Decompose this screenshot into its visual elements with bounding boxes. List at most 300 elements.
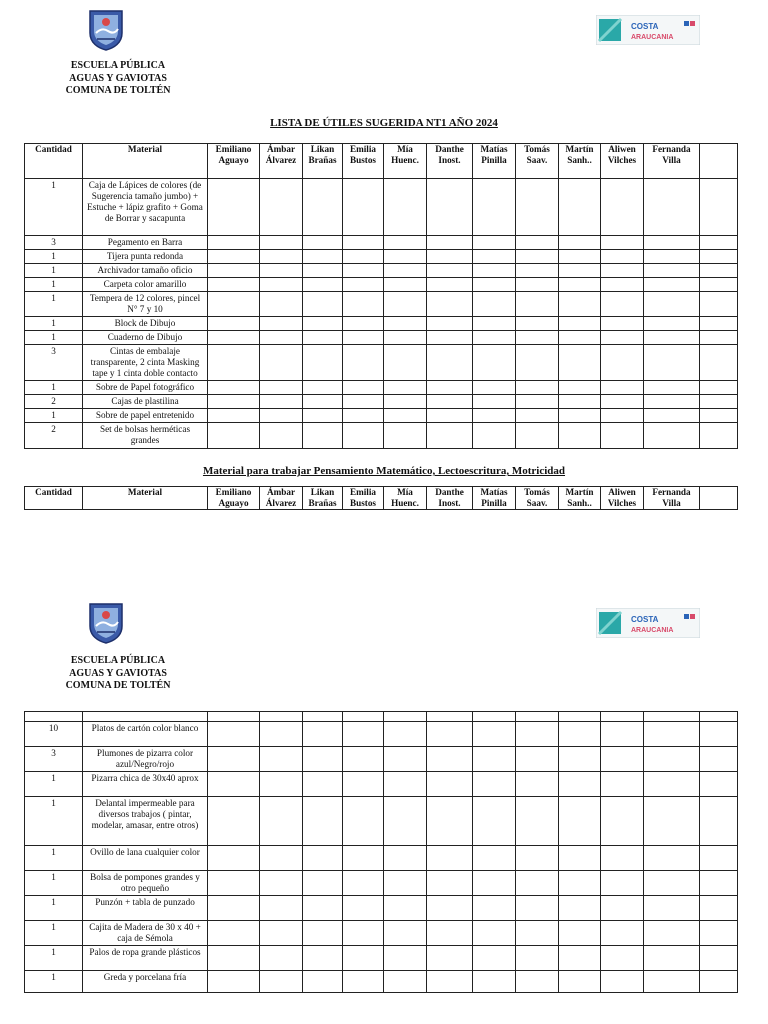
checkbox-cell <box>208 278 260 292</box>
school-header <box>48 655 188 693</box>
checkbox-cell <box>427 278 473 292</box>
checkbox-cell <box>343 846 384 871</box>
motricity-list-table <box>24 711 738 993</box>
checkbox-cell <box>427 747 473 772</box>
table-header <box>25 144 738 179</box>
checkbox-cell <box>260 395 303 409</box>
checkbox-cell <box>303 871 343 896</box>
checkbox-cell <box>303 179 343 236</box>
checkbox-cell <box>260 278 303 292</box>
checkbox-cell <box>644 747 700 772</box>
school-name: ESCUELA PÚBLICA <box>70 655 166 666</box>
checkbox-cell <box>303 921 343 946</box>
checkbox-cell <box>601 921 644 946</box>
checkbox-cell <box>303 772 343 797</box>
table-row <box>25 317 738 331</box>
checkbox-cell <box>473 264 516 278</box>
checkbox-cell <box>700 250 738 264</box>
quantity-cell: 2 <box>25 395 83 409</box>
checkbox-cell <box>427 772 473 797</box>
checkbox-cell <box>208 331 260 345</box>
table-row <box>25 946 738 971</box>
checkbox-cell <box>343 179 384 236</box>
checkbox-cell <box>303 395 343 409</box>
quantity-cell: 2 <box>25 423 83 449</box>
checkbox-cell <box>343 747 384 772</box>
checkbox-cell <box>601 278 644 292</box>
checkbox-cell <box>427 236 473 250</box>
quantity-cell: 1 <box>25 179 83 236</box>
checkbox-cell <box>384 971 427 993</box>
checkbox-cell <box>427 712 473 722</box>
school-crest-logo <box>88 602 124 644</box>
school-subtitle: AGUAS Y GAVIOTAS <box>69 72 167 84</box>
table-row <box>25 921 738 946</box>
student-last-name: Bustos <box>349 498 377 508</box>
checkbox-cell <box>260 772 303 797</box>
header-student <box>303 144 343 179</box>
quantity-cell: 1 <box>25 797 83 846</box>
checkbox-cell <box>601 317 644 331</box>
checkbox-cell <box>427 317 473 331</box>
checkbox-cell <box>516 747 559 772</box>
student-first-name: Likan <box>310 144 335 154</box>
checkbox-cell <box>303 278 343 292</box>
checkbox-cell <box>427 797 473 846</box>
checkbox-cell <box>343 395 384 409</box>
checkbox-cell <box>208 264 260 278</box>
checkbox-cell <box>559 179 601 236</box>
checkbox-cell <box>260 921 303 946</box>
checkbox-cell <box>208 747 260 772</box>
material-cell: Plumones de pizarra color azul/Negro/rojo <box>83 747 208 772</box>
checkbox-cell <box>427 846 473 871</box>
quantity-cell: 1 <box>25 946 83 971</box>
checkbox-cell <box>208 292 260 317</box>
header-student <box>644 487 700 510</box>
student-first-name: Fernanda <box>652 487 691 497</box>
checkbox-cell <box>559 772 601 797</box>
header-row <box>25 487 738 510</box>
checkbox-cell <box>384 331 427 345</box>
checkbox-cell <box>427 871 473 896</box>
checkbox-cell <box>644 772 700 797</box>
checkbox-cell <box>384 747 427 772</box>
student-first-name: Ámbar <box>266 144 296 154</box>
logo-text-costa: COSTA <box>631 22 659 31</box>
checkbox-cell <box>343 278 384 292</box>
material-cell: Delantal impermeable para diversos trabajos ( pintar, modelar, amasar, entre otros) <box>83 797 208 846</box>
checkbox-cell <box>644 236 700 250</box>
material-cell: Pizarra chica de 30x40 aprox <box>83 772 208 797</box>
checkbox-cell <box>644 264 700 278</box>
checkbox-cell <box>343 250 384 264</box>
school-name: ESCUELA PÚBLICA <box>70 60 166 71</box>
checkbox-cell <box>516 331 559 345</box>
checkbox-cell <box>343 409 384 423</box>
header-empty <box>700 487 738 510</box>
table-row <box>25 331 738 345</box>
checkbox-cell <box>303 946 343 971</box>
material-cell <box>83 712 208 722</box>
checkbox-cell <box>260 712 303 722</box>
school-commune: COMUNA DE TOLTÉN <box>65 85 171 96</box>
student-last-name: Saav. <box>526 498 548 508</box>
header-student <box>427 144 473 179</box>
table-body <box>25 712 738 993</box>
header-student <box>208 144 260 179</box>
checkbox-cell <box>303 264 343 278</box>
checkbox-cell <box>700 971 738 993</box>
checkbox-cell <box>208 345 260 381</box>
table-row <box>25 345 738 381</box>
checkbox-cell <box>700 278 738 292</box>
checkbox-cell <box>343 292 384 317</box>
table-row <box>25 797 738 846</box>
checkbox-cell <box>700 409 738 423</box>
checkbox-cell <box>644 409 700 423</box>
checkbox-cell <box>384 264 427 278</box>
checkbox-cell <box>516 292 559 317</box>
checkbox-cell <box>260 871 303 896</box>
checkbox-cell <box>473 236 516 250</box>
table-row <box>25 250 738 264</box>
header-student <box>260 487 303 510</box>
checkbox-cell <box>303 250 343 264</box>
checkbox-cell <box>303 345 343 381</box>
student-first-name: Emiliano <box>215 487 252 497</box>
checkbox-cell <box>384 722 427 747</box>
student-first-name: Martín <box>565 144 594 154</box>
checkbox-cell <box>343 331 384 345</box>
checkbox-cell <box>473 395 516 409</box>
header-student <box>601 487 644 510</box>
checkbox-cell <box>260 331 303 345</box>
checkbox-cell <box>559 896 601 921</box>
quantity-cell: 1 <box>25 896 83 921</box>
checkbox-cell <box>516 871 559 896</box>
checkbox-cell <box>427 264 473 278</box>
material-cell: Cajita de Madera de 30 x 40 + caja de Sémola <box>83 921 208 946</box>
checkbox-cell <box>516 250 559 264</box>
material-cell: Cintas de embalaje transparente, 2 cinta Masking tape y 1 cinta doble contacto <box>83 345 208 381</box>
header-student <box>473 144 516 179</box>
checkbox-cell <box>384 381 427 395</box>
checkbox-cell <box>343 423 384 449</box>
logo-text-costa: COSTA <box>631 615 659 624</box>
table-row <box>25 179 738 236</box>
checkbox-cell <box>384 772 427 797</box>
checkbox-cell <box>473 179 516 236</box>
checkbox-cell <box>208 946 260 971</box>
checkbox-cell <box>208 381 260 395</box>
school-header <box>48 60 188 98</box>
checkbox-cell <box>343 772 384 797</box>
material-cell: Pegamento en Barra <box>83 236 208 250</box>
school-subtitle: AGUAS Y GAVIOTAS <box>69 667 167 679</box>
checkbox-cell <box>260 423 303 449</box>
checkbox-cell <box>516 395 559 409</box>
header-material: Material <box>83 487 208 510</box>
checkbox-cell <box>208 712 260 722</box>
checkbox-cell <box>303 712 343 722</box>
checkbox-cell <box>260 747 303 772</box>
checkbox-cell <box>601 179 644 236</box>
table-row <box>25 772 738 797</box>
checkbox-cell <box>700 722 738 747</box>
checkbox-cell <box>700 381 738 395</box>
header-student <box>559 144 601 179</box>
checkbox-cell <box>601 871 644 896</box>
student-last-name: Huenc. <box>391 498 419 508</box>
student-last-name: Brañas <box>308 155 337 165</box>
checkbox-cell <box>384 250 427 264</box>
checkbox-cell <box>303 846 343 871</box>
checkbox-cell <box>208 896 260 921</box>
costa-araucania-logo <box>596 608 700 638</box>
checkbox-cell <box>516 381 559 395</box>
checkbox-cell <box>260 345 303 381</box>
checkbox-cell <box>700 395 738 409</box>
checkbox-cell <box>516 921 559 946</box>
quantity-cell: 1 <box>25 772 83 797</box>
quantity-cell: 3 <box>25 236 83 250</box>
header-student <box>559 487 601 510</box>
checkbox-cell <box>343 317 384 331</box>
table-row <box>25 896 738 921</box>
table-row <box>25 278 738 292</box>
student-first-name: Matías <box>480 144 508 154</box>
checkbox-cell <box>516 712 559 722</box>
checkbox-cell <box>427 381 473 395</box>
student-first-name: Likan <box>310 487 335 497</box>
student-first-name: Matías <box>480 487 508 497</box>
checkbox-cell <box>343 236 384 250</box>
checkbox-cell <box>601 946 644 971</box>
student-first-name: Tomás <box>524 144 550 154</box>
checkbox-cell <box>700 317 738 331</box>
header-student <box>427 487 473 510</box>
checkbox-cell <box>208 846 260 871</box>
checkbox-cell <box>208 971 260 993</box>
material-cell: Caja de Lápices de colores (de Sugerencia tamaño jumbo) + Estuche + lápiz grafito + Goma de Borrar y sacapunta <box>83 179 208 236</box>
checkbox-cell <box>559 236 601 250</box>
checkbox-cell <box>427 395 473 409</box>
checkbox-cell <box>644 846 700 871</box>
checkbox-cell <box>303 292 343 317</box>
checkbox-cell <box>384 921 427 946</box>
checkbox-cell <box>427 250 473 264</box>
checkbox-cell <box>644 395 700 409</box>
checkbox-cell <box>343 381 384 395</box>
checkbox-cell <box>644 423 700 449</box>
checkbox-cell <box>384 236 427 250</box>
header-student <box>384 487 427 510</box>
table-row <box>25 395 738 409</box>
quantity-cell: 1 <box>25 846 83 871</box>
student-last-name: Villa <box>662 155 681 165</box>
quantity-cell: 1 <box>25 409 83 423</box>
checkbox-cell <box>516 317 559 331</box>
checkbox-cell <box>260 797 303 846</box>
checkbox-cell <box>208 423 260 449</box>
checkbox-cell <box>260 179 303 236</box>
checkbox-cell <box>644 317 700 331</box>
checkbox-cell <box>516 896 559 921</box>
quantity-cell: 1 <box>25 921 83 946</box>
student-last-name: Villa <box>662 498 681 508</box>
header-student <box>384 144 427 179</box>
table-row <box>25 871 738 896</box>
checkbox-cell <box>427 331 473 345</box>
material-cell: Platos de cartón color blanco <box>83 722 208 747</box>
student-last-name: Sanh.. <box>567 498 592 508</box>
quantity-cell <box>25 712 83 722</box>
checkbox-cell <box>473 712 516 722</box>
checkbox-cell <box>260 946 303 971</box>
checkbox-cell <box>473 250 516 264</box>
checkbox-cell <box>559 797 601 846</box>
checkbox-cell <box>343 345 384 381</box>
checkbox-cell <box>473 846 516 871</box>
student-last-name: Vilches <box>607 498 637 508</box>
checkbox-cell <box>208 797 260 846</box>
checkbox-cell <box>559 747 601 772</box>
checkbox-cell <box>208 871 260 896</box>
checkbox-cell <box>260 317 303 331</box>
student-first-name: Mía <box>397 144 413 154</box>
checkbox-cell <box>343 946 384 971</box>
checkbox-cell <box>644 871 700 896</box>
checkbox-cell <box>700 423 738 449</box>
checkbox-cell <box>260 896 303 921</box>
logo-text-araucania: ARAUCANIA <box>631 627 674 634</box>
quantity-cell: 1 <box>25 250 83 264</box>
checkbox-cell <box>384 896 427 921</box>
checkbox-cell <box>303 409 343 423</box>
checkbox-cell <box>384 871 427 896</box>
header-student <box>303 487 343 510</box>
header-student <box>343 144 384 179</box>
school-crest-logo <box>88 9 124 51</box>
table-row <box>25 712 738 722</box>
checkbox-cell <box>303 236 343 250</box>
checkbox-cell <box>601 395 644 409</box>
checkbox-cell <box>516 409 559 423</box>
checkbox-cell <box>700 896 738 921</box>
checkbox-cell <box>516 722 559 747</box>
material-cell: Greda y porcelana fría <box>83 971 208 993</box>
student-last-name: Álvarez <box>265 155 297 165</box>
checkbox-cell <box>601 772 644 797</box>
student-last-name: Pinilla <box>481 498 507 508</box>
checkbox-cell <box>644 345 700 381</box>
quantity-cell: 1 <box>25 264 83 278</box>
checkbox-cell <box>343 264 384 278</box>
checkbox-cell <box>644 331 700 345</box>
checkbox-cell <box>427 345 473 381</box>
table-row <box>25 292 738 317</box>
table-row <box>25 846 738 871</box>
checkbox-cell <box>473 871 516 896</box>
checkbox-cell <box>303 971 343 993</box>
student-first-name: Emilia <box>349 144 377 154</box>
material-cell: Sobre de papel entretenido <box>83 409 208 423</box>
student-last-name: Aguayo <box>218 155 249 165</box>
checkbox-cell <box>260 236 303 250</box>
checkbox-cell <box>260 409 303 423</box>
checkbox-cell <box>644 381 700 395</box>
motricity-header-table <box>24 486 738 510</box>
checkbox-cell <box>601 423 644 449</box>
checkbox-cell <box>559 423 601 449</box>
material-cell: Set de bolsas herméticas grandes <box>83 423 208 449</box>
checkbox-cell <box>303 317 343 331</box>
checkbox-cell <box>343 722 384 747</box>
checkbox-cell <box>303 423 343 449</box>
checkbox-cell <box>700 772 738 797</box>
table-row <box>25 971 738 993</box>
checkbox-cell <box>601 345 644 381</box>
checkbox-cell <box>260 971 303 993</box>
material-cell: Punzón + tabla de punzado <box>83 896 208 921</box>
material-cell: Carpeta color amarillo <box>83 278 208 292</box>
checkbox-cell <box>644 179 700 236</box>
checkbox-cell <box>260 722 303 747</box>
checkbox-cell <box>473 409 516 423</box>
checkbox-cell <box>700 292 738 317</box>
table-row <box>25 747 738 772</box>
header-row <box>25 144 738 179</box>
checkbox-cell <box>516 971 559 993</box>
checkbox-cell <box>559 278 601 292</box>
quantity-cell: 1 <box>25 871 83 896</box>
quantity-cell: 1 <box>25 331 83 345</box>
checkbox-cell <box>303 797 343 846</box>
checkbox-cell <box>700 946 738 971</box>
checkbox-cell <box>208 317 260 331</box>
student-last-name: Vilches <box>607 155 637 165</box>
checkbox-cell <box>601 846 644 871</box>
checkbox-cell <box>601 331 644 345</box>
checkbox-cell <box>559 395 601 409</box>
checkbox-cell <box>473 921 516 946</box>
checkbox-cell <box>516 345 559 381</box>
checkbox-cell <box>473 331 516 345</box>
checkbox-cell <box>473 345 516 381</box>
material-cell: Tempera de 12 colores, pincel N° 7 y 10 <box>83 292 208 317</box>
table-row <box>25 381 738 395</box>
checkbox-cell <box>601 292 644 317</box>
checkbox-cell <box>384 345 427 381</box>
quantity-cell: 1 <box>25 381 83 395</box>
checkbox-cell <box>343 797 384 846</box>
checkbox-cell <box>473 292 516 317</box>
checkbox-cell <box>700 921 738 946</box>
list-title: LISTA DE ÚTILES SUGERIDA NT1 AÑO 2024 <box>270 117 498 129</box>
checkbox-cell <box>559 331 601 345</box>
checkbox-cell <box>384 179 427 236</box>
checkbox-cell <box>644 921 700 946</box>
checkbox-cell <box>260 292 303 317</box>
student-first-name: Fernanda <box>652 144 691 154</box>
student-first-name: Danthe <box>435 487 464 497</box>
checkbox-cell <box>516 846 559 871</box>
checkbox-cell <box>601 722 644 747</box>
checkbox-cell <box>343 712 384 722</box>
checkbox-cell <box>516 179 559 236</box>
checkbox-cell <box>644 797 700 846</box>
